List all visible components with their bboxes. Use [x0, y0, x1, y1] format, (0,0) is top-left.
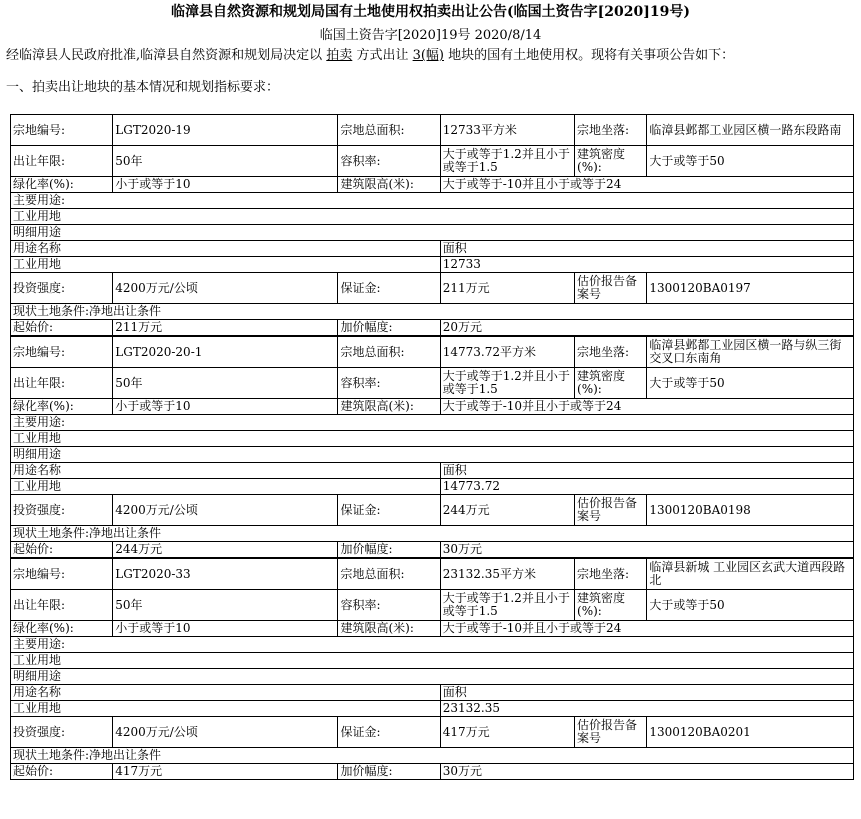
term-value: 50年 [113, 146, 338, 177]
parcel-table-2 [10, 336, 854, 558]
invest-value: 4200万元/公顷 [113, 717, 338, 748]
location-value: 临漳县新城 工业园区玄武大道西段路北 [647, 559, 854, 590]
deposit-value: 417万元 [440, 717, 574, 748]
density-value: 大于或等于50 [647, 146, 854, 177]
far-label: 容积率: [338, 590, 440, 621]
density-label: 建筑密度(%): [575, 368, 647, 399]
parcel-table-3 [10, 558, 854, 780]
start-price-label: 起始价: [11, 542, 113, 558]
intro-suffix: 地块的国有土地使用权。现将有关事项公告如下： [448, 48, 735, 63]
invest-value: 4200万元/公顷 [113, 495, 338, 526]
code-value: LGT2020-19 [113, 115, 338, 146]
far-value: 大于或等于1.2并且小于或等于1.5 [440, 590, 574, 621]
height-label: 建筑限高(米): [338, 621, 440, 637]
main-use-label: 主要用途: [11, 415, 854, 431]
term-label: 出让年限: [11, 368, 113, 399]
industrial-label: 工业用地 [11, 209, 854, 225]
status-value: 净地出让条件 [89, 526, 162, 540]
appraisal-value: 1300120BA0197 [647, 273, 854, 304]
area-header: 面积 [440, 241, 853, 257]
height-value: 大于或等于-10并且小于或等于24 [440, 621, 853, 637]
invest-value: 4200万元/公顷 [113, 273, 338, 304]
deposit-value: 211万元 [440, 273, 574, 304]
status-value: 净地出让条件 [89, 304, 162, 318]
deposit-value: 244万元 [440, 495, 574, 526]
intro-prefix: 经临漳县人民政府批准,临漳县自然资源和规划局决定以 [6, 48, 323, 63]
start-price-label: 起始价: [11, 764, 113, 780]
height-value: 大于或等于-10并且小于或等于24 [440, 177, 853, 193]
location-label: 宗地坐落: [575, 115, 647, 146]
area-total-value: 23132.35平方米 [440, 559, 574, 590]
location-label: 宗地坐落: [575, 337, 647, 368]
invest-label: 投资强度: [11, 273, 113, 304]
density-label: 建筑密度(%): [575, 590, 647, 621]
status-row [11, 304, 854, 320]
document-number: 临国土资告字[2020]19号 2020/8/14 [319, 28, 542, 43]
code-value: LGT2020-33 [113, 559, 338, 590]
status-label: 现状土地条件: [13, 304, 90, 318]
parcel-table-1 [10, 114, 854, 336]
use-name-value: 工业用地 [11, 701, 441, 717]
code-label: 宗地编号: [11, 559, 113, 590]
density-label: 建筑密度(%): [575, 146, 647, 177]
height-value: 大于或等于-10并且小于或等于24 [440, 399, 853, 415]
green-label: 绿化率(%): [11, 621, 113, 637]
increment-label: 加价幅度: [338, 320, 440, 336]
code-value: LGT2020-20-1 [113, 337, 338, 368]
appraisal-label: 估价报告备案号 [575, 495, 647, 526]
area-value: 12733 [440, 257, 853, 273]
status-label: 现状土地条件: [13, 526, 90, 540]
start-price-value: 417万元 [113, 764, 338, 780]
area-total-value: 12733平方米 [440, 115, 574, 146]
area-value: 23132.35 [440, 701, 853, 717]
status-row [11, 748, 854, 764]
detail-use-label: 明细用途 [11, 225, 854, 241]
green-value: 小于或等于10 [113, 177, 338, 193]
increment-label: 加价幅度: [338, 764, 440, 780]
detail-use-label: 明细用途 [11, 669, 854, 685]
far-value: 大于或等于1.2并且小于或等于1.5 [440, 368, 574, 399]
deposit-label: 保证金: [338, 717, 440, 748]
intro-count: 3(幅) [412, 48, 445, 63]
location-value: 临漳县邺都工业园区横一路与纵三街交叉口东南角 [647, 337, 854, 368]
location-label: 宗地坐落: [575, 559, 647, 590]
far-label: 容积率: [338, 368, 440, 399]
invest-label: 投资强度: [11, 495, 113, 526]
appraisal-value: 1300120BA0201 [647, 717, 854, 748]
green-label: 绿化率(%): [11, 177, 113, 193]
main-use-label: 主要用途: [11, 193, 854, 209]
increment-value: 30万元 [440, 542, 853, 558]
page-title: 临漳县自然资源和规划局国有土地使用权拍卖出让公告(临国土资告字[2020]19号) [171, 4, 690, 20]
far-label: 容积率: [338, 146, 440, 177]
status-value: 净地出让条件 [89, 748, 162, 762]
code-label: 宗地编号: [11, 115, 113, 146]
density-value: 大于或等于50 [647, 368, 854, 399]
use-name-value: 工业用地 [11, 479, 441, 495]
density-value: 大于或等于50 [647, 590, 854, 621]
intro-paragraph [6, 47, 861, 65]
status-label: 现状土地条件: [13, 748, 90, 762]
term-value: 50年 [113, 368, 338, 399]
use-name-value: 工业用地 [11, 257, 441, 273]
area-total-label: 宗地总面积: [338, 337, 440, 368]
area-value: 14773.72 [440, 479, 853, 495]
green-value: 小于或等于10 [113, 621, 338, 637]
area-total-label: 宗地总面积: [338, 115, 440, 146]
parcel-tables [0, 114, 861, 780]
appraisal-label: 估价报告备案号 [575, 273, 647, 304]
term-value: 50年 [113, 590, 338, 621]
height-label: 建筑限高(米): [338, 399, 440, 415]
green-value: 小于或等于10 [113, 399, 338, 415]
appraisal-value: 1300120BA0198 [647, 495, 854, 526]
intro-method: 拍卖 [326, 48, 353, 63]
deposit-label: 保证金: [338, 273, 440, 304]
industrial-label: 工业用地 [11, 653, 854, 669]
use-name-header: 用途名称 [11, 685, 441, 701]
intro-middle: 方式出让 [356, 48, 409, 63]
appraisal-label: 估价报告备案号 [575, 717, 647, 748]
height-label: 建筑限高(米): [338, 177, 440, 193]
term-label: 出让年限: [11, 146, 113, 177]
industrial-label: 工业用地 [11, 431, 854, 447]
deposit-label: 保证金: [338, 495, 440, 526]
invest-label: 投资强度: [11, 717, 113, 748]
start-price-value: 244万元 [113, 542, 338, 558]
increment-value: 30万元 [440, 764, 853, 780]
green-label: 绿化率(%): [11, 399, 113, 415]
location-value: 临漳县邺都工业园区横一路东段路南 [647, 115, 854, 146]
increment-value: 20万元 [440, 320, 853, 336]
code-label: 宗地编号: [11, 337, 113, 368]
main-use-label: 主要用途: [11, 637, 854, 653]
area-total-value: 14773.72平方米 [440, 337, 574, 368]
term-label: 出让年限: [11, 590, 113, 621]
use-name-header: 用途名称 [11, 241, 441, 257]
start-price-value: 211万元 [113, 320, 338, 336]
area-total-label: 宗地总面积: [338, 559, 440, 590]
status-row [11, 526, 854, 542]
start-price-label: 起始价: [11, 320, 113, 336]
far-value: 大于或等于1.2并且小于或等于1.5 [440, 146, 574, 177]
use-name-header: 用途名称 [11, 463, 441, 479]
section-heading: 一、拍卖出让地块的基本情况和规划指标要求： [6, 80, 280, 95]
increment-label: 加价幅度: [338, 542, 440, 558]
area-header: 面积 [440, 463, 853, 479]
detail-use-label: 明细用途 [11, 447, 854, 463]
area-header: 面积 [440, 685, 853, 701]
